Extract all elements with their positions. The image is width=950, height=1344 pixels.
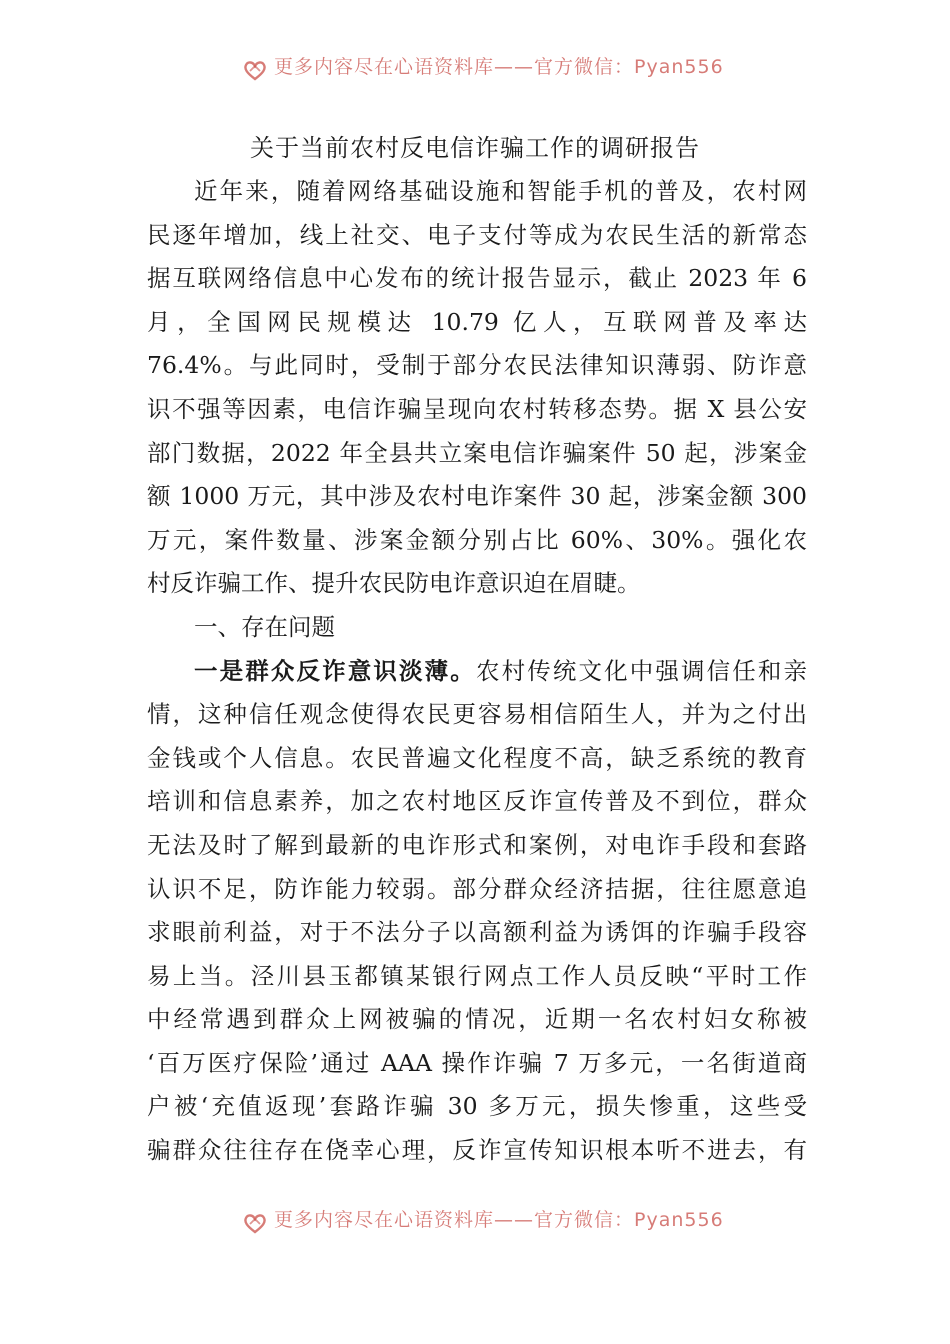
heart-logo-icon [242, 57, 268, 83]
paragraph-line [147, 650, 807, 694]
paragraph-line: 额 1000 万元，其中涉及农村电诈案件 30 起，涉案金额 300 [147, 482, 807, 511]
watermark-text: 更多内容尽在心语资料库——官方微信：Pyan556 [274, 1209, 724, 1231]
paragraph-line: 认识不足，防诈能力较弱。部分群众经济拮据，往往愿意追 [147, 874, 807, 903]
paragraph-line: 无法及时了解到最新的电诈形式和案例，对电诈手段和套路 [147, 830, 807, 859]
paragraph-line: 近年来，随着网络基础设施和智能手机的普及，农村网 [194, 177, 807, 205]
watermark-text: 更多内容尽在心语资料库——官方微信：Pyan556 [274, 56, 724, 78]
paragraph-line: 培训和信息素养，加之农村地区反诈宣传普及不到位，群众 [147, 787, 807, 816]
paragraph-line: 金钱或个人信息。农民普遍文化程度不高，缺乏系统的教育 [147, 743, 807, 772]
heart-logo-icon [242, 1210, 268, 1236]
paragraph-line: 中经常遇到群众上网被骗的情况，近期一名农村妇女称被 [147, 1005, 807, 1034]
watermark-bottom [0, 1209, 950, 1239]
paragraph-line: 民逐年增加，线上社交、电子支付等成为农民生活的新常态 [147, 220, 807, 249]
paragraph-line: 村反诈骗工作、提升农民防电诈意识迫在眉睫。 [147, 569, 641, 598]
section-heading: 一、存在问题 [194, 612, 335, 641]
paragraph-line: 情，这种信任观念使得农民更容易相信陌生人，并为之付出 [147, 700, 807, 729]
paragraph-first-rest: 农村传统文化中强调信任和亲 [475, 656, 808, 685]
paragraph-lead: 一是群众反诈意识淡薄。 [194, 656, 476, 685]
paragraph-line: 户被‘充值返现’套路诈骗 30 多万元，损失惨重，这些受 [147, 1092, 807, 1121]
paragraph-line: 识不强等因素，电信诈骗呈现向农村转移态势。据 X 县公安 [147, 394, 807, 423]
paragraph-line: 76.4%。与此同时，受制于部分农民法律知识薄弱、防诈意 [147, 351, 807, 380]
paragraph-line: 部门数据，2022 年全县共立案电信诈骗案件 50 起，涉案金 [147, 438, 807, 467]
paragraph-line: 易上当。泾川县玉都镇某银行网点工作人员反映“平时工作 [147, 961, 807, 990]
document-body [147, 170, 807, 1173]
paragraph-line: 月，全国网民规模达 10.79 亿人，互联网普及率达 [147, 307, 807, 336]
watermark-top [0, 56, 950, 86]
paragraph-line: 骗群众往往存在侥幸心理，反诈宣传知识根本听不进去，有 [147, 1136, 807, 1165]
document-title: 关于当前农村反电信诈骗工作的调研报告 [250, 134, 700, 162]
paragraph-line: 据互联网络信息中心发布的统计报告显示，截止 2023 年 6 [147, 264, 807, 293]
paragraph-line: 求眼前利益，对于不法分子以高额利益为诱饵的诈骗手段容 [147, 918, 807, 947]
paragraph-line: ‘百万医疗保险’通过 AAA 操作诈骗 7 万多元，一名街道商 [147, 1048, 807, 1077]
paragraph-line: 万元，案件数量、涉案金额分别占比 60%、30%。强化农 [147, 525, 807, 554]
